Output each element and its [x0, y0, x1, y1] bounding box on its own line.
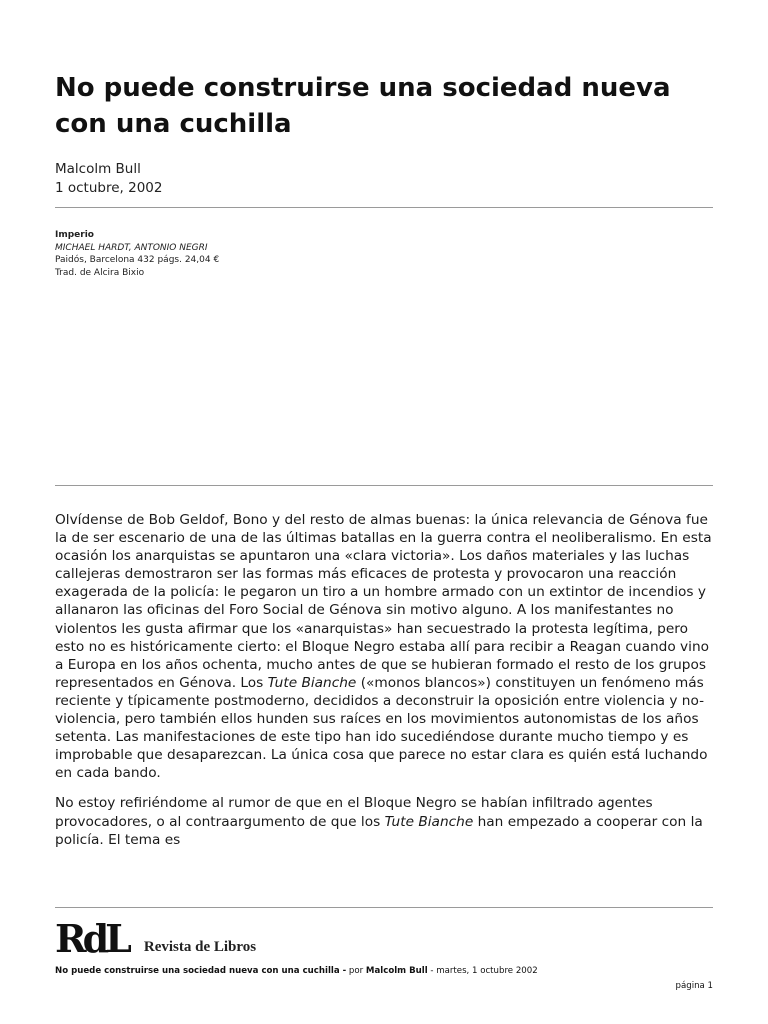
body-paragraph: No estoy refiriéndome al rumor de que en el Bloque Negro se habían infiltrado agentes provocadores, o al contraargumento de que los Tute Bianche han empezado a cooperar con la policía. El tema es — [55, 795, 703, 848]
footer-author: Malcolm Bull — [365, 966, 428, 976]
article-meta — [55, 160, 162, 198]
article-title: No puede construirse una sociedad nueva con una cuchilla — [55, 73, 671, 139]
book-translator: Trad. de Alcira Bixio — [55, 267, 145, 278]
book-title: Imperio — [55, 230, 94, 240]
page-number: página 1 — [675, 981, 713, 991]
divider-footer — [55, 907, 713, 908]
article-author: Malcolm Bull — [55, 161, 141, 177]
rdl-logo — [55, 916, 257, 961]
divider-middle — [55, 485, 713, 486]
footer-title: No puede construirse una sociedad nueva con una cuchilla - — [55, 966, 347, 976]
rdl-logo-mark: RdL — [55, 916, 128, 961]
footer-date: - martes, 1 octubre 2002 — [427, 966, 538, 976]
book-authors: MICHAEL HARDT, ANTONIO NEGRI — [55, 242, 208, 253]
divider-top — [55, 207, 713, 208]
book-publisher: Paidós, Barcelona 432 págs. 24,04 € — [55, 255, 220, 265]
book-info — [55, 229, 219, 279]
body-paragraph: Olvídense de Bob Geldof, Bono y del resto de almas buenas: la única relevancia de Génova fue la de ser escenario de una de las últimas batallas en la guerra contra el neoliberalismo. En esta ocasión los anarquistas se apuntaron una «clara victoria». Los daños materiales y las luchas callejeras demostraron ser las formas más eficaces de protesta y provocaron una reacción exagerada de la policía: le pegaron un tiro a un hombre armado con un extintor de incendios y allanaron las oficinas del Foro Social de Génova sin motivo alguno. A los manifestantes no violentos les gusta afirmar que los «anarquistas» han secuestrado la protesta legítima, pero esto no es históricamente cierto: el Bloque Negro estaba allí para recibir a Reagan cuando vino a Europa en los años ochenta, mucho antes de que se hubieran formado el resto de los grupos representados en Génova. Los Tute Bianche («monos blancos») constituyen un fenómeno más reciente y típicamente postmoderno, decididos a deconstruir la oposición entre violencia y no-violencia, pero también ellos hunden sus raíces en los movimientos autonomistas de los años setenta. Las manifestaciones de este tipo han ido sucediéndose durante mucho tiempo y es improbable que desaparezcan. La única cosa que parece no estar clara es quién está luchando en cada bando. — [55, 512, 712, 782]
rdl-logo-text: Revista de Libros — [143, 939, 257, 955]
footer-citation: No puede construirse una sociedad nueva con una cuchilla - por Malcolm Bull - martes, 1 octubre 2002 — [55, 966, 538, 976]
article-body — [55, 511, 715, 861]
article-date: 1 octubre, 2002 — [55, 180, 163, 196]
